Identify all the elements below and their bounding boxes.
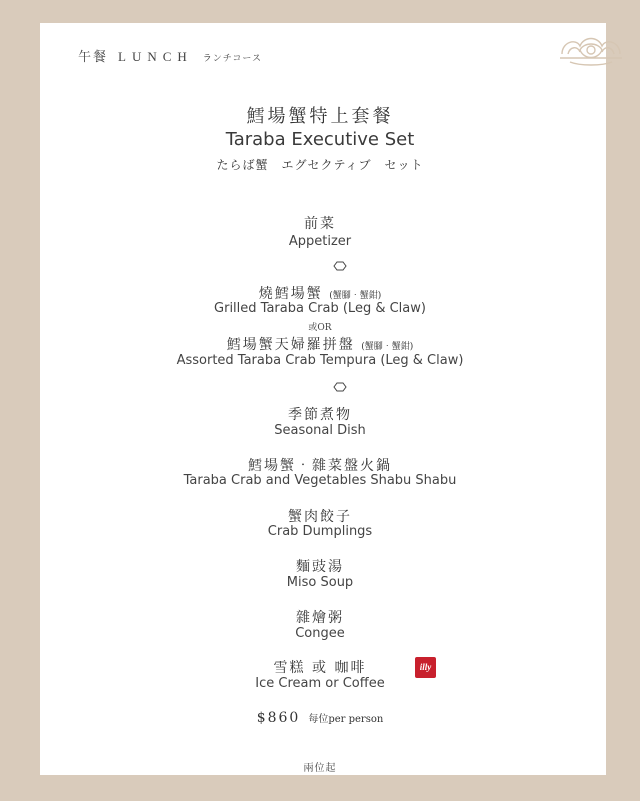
appetizer-zh: 前菜 [304, 216, 336, 232]
price-per-person: 每位per person [308, 714, 384, 725]
tempura-zh-note: (蟹腳‧蟹鉗) [361, 342, 414, 352]
set-title-zh: 鱈場蟹特上套餐 [246, 106, 394, 127]
dumplings-zh: 蟹肉餃子 [288, 509, 352, 525]
grilled-crab-en: Grilled Taraba Crab (Leg & Claw) [214, 301, 426, 316]
minimum-two-persons: 兩位起 [303, 763, 337, 774]
seasonal-en: Seasonal Dish [274, 423, 366, 438]
crab-logo-icon [556, 30, 626, 70]
header-zh: 午餐 [78, 50, 109, 65]
or-separator: 或OR [308, 323, 332, 333]
diamond-divider-icon [333, 382, 347, 392]
grilled-crab-zh-note: (蟹腳‧蟹鉗) [329, 291, 382, 301]
tempura-zh-name: 鱈場蟹天婦羅拼盤 [226, 337, 355, 353]
dumplings-en: Crab Dumplings [267, 524, 373, 539]
miso-zh: 麵豉湯 [296, 559, 344, 575]
tempura-zh [0, 334, 640, 354]
congee-zh: 雜燴粥 [296, 610, 344, 626]
menu-header [78, 46, 262, 65]
shabu-zh: 鱈場蟹‧雜菜盤火鍋 [248, 458, 392, 474]
header-en: LUNCH [118, 49, 193, 64]
header-jp: ランチコース [202, 54, 262, 64]
diamond-divider-icon [333, 261, 347, 271]
grilled-crab-zh [0, 283, 640, 303]
dessert-zh: 雪糕 或 咖啡 [273, 660, 367, 676]
set-title-jp: たらば蟹 エグセクティブ セット [216, 158, 424, 172]
miso-en: Miso Soup [286, 575, 354, 590]
shabu-en: Taraba Crab and Vegetables Shabu Shabu [183, 473, 457, 488]
illy-logo-icon: illy [415, 657, 436, 678]
seasonal-zh: 季節煮物 [288, 407, 352, 423]
congee-en: Congee [295, 626, 345, 641]
price-amount: $860 [256, 710, 301, 726]
grilled-crab-zh-name: 燒鱈場蟹 [258, 286, 323, 302]
appetizer-en: Appetizer [288, 234, 352, 249]
dessert-en: Ice Cream or Coffee [255, 676, 385, 691]
price-line [0, 710, 640, 726]
set-title-en: Taraba Executive Set [225, 129, 415, 150]
tempura-en: Assorted Taraba Crab Tempura (Leg & Claw) [176, 353, 464, 368]
